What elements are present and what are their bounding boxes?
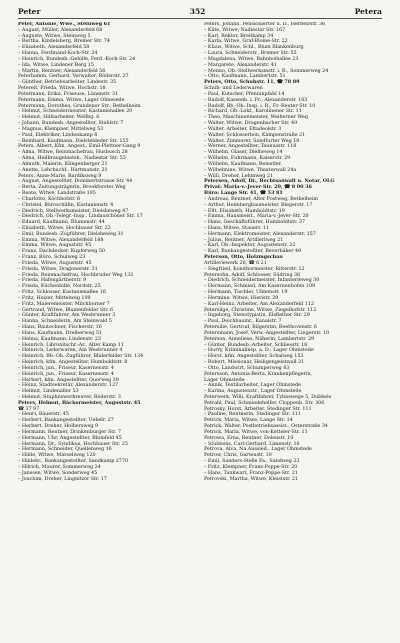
directory-entry: Peters, Helmut, Bäckermeister, Auguststr. 45 — [18, 399, 141, 406]
directory-entry: – Richard, Ob.-Lokf., Karolinener Str. 11 — [204, 108, 302, 115]
directory-entry: – Walter, Zimmerer, Sandfurter Weg 18 — [204, 137, 300, 144]
directory-entry: Petermann, Erika, Friseuse, Lünenstr. 31 — [18, 90, 119, 97]
directory-entry: – Helmut, Hilfsarbeiter, Wellbg. 6 — [18, 114, 100, 121]
directory-entry: – Frieda, Küchenhilfe, Nordstr. 25 — [18, 283, 101, 290]
directory-entry: – Hilde, Witwe, Marseliweg 120 — [18, 452, 96, 459]
directory-entry: – Herbert, Dreher, Holbersweg 9 — [18, 423, 99, 430]
directory-entry: – Laura, Schneiderstr., Bremer Str. 55 — [204, 50, 297, 57]
directory-entry: – Käte, Witwe, Nadiestar Str. 167 — [204, 26, 286, 33]
directory-entry: – Fritz, Schlosser, Kastanienallee 16 — [18, 289, 106, 296]
directory-entry: – Emma, Hausmeist., Maria-v.-Jever-Str. 20 — [204, 213, 309, 220]
directory-entry: Peters, Johann, Pensionierter u. D., Herbeirstr. 36 — [204, 22, 326, 27]
directory-entry: – August, Angestellter, Dominertstrasse Str. 44 — [18, 178, 133, 185]
directory-entry: Privat: Maria-v.-Jever-Str. 20, ☎ 8 00 36 — [204, 184, 312, 191]
directory-entry: – Hermann, Tischler, Ulmenstr. 19 — [204, 289, 288, 296]
directory-entry: Peterwerk, Willi, Kraftfahrer, Tyhnswege 5, Dubbels — [204, 394, 332, 400]
directory-entry: Petermann, Emma, Witwe, Lager Ohnesede — [18, 96, 125, 103]
directory-entry: – Helmut, Schneidermeister, Kastanienallee 20 — [18, 108, 133, 115]
header-rule — [18, 18, 382, 19]
directory-entry: – Hanna, Schneiderin, Am Steinwald 5 — [18, 318, 112, 325]
directory-entry: – Henri, Bäuerstr. 45 — [18, 411, 69, 418]
directory-entry: – Paul, Elektriker, Lindenkamp 6 — [18, 131, 98, 138]
directory-entry: Petersilge, Christine, Witwe, Ziegelhofstr. 112 — [204, 306, 317, 313]
directory-entry: Peters, Otto, Schuhstr. 11, ☎ 78 89 — [204, 79, 300, 86]
directory-entry: Schuh- und Lederwaren — [204, 85, 263, 92]
directory-entry: – Emil, Sanders-Stelle Fa., Sandweg 23 — [204, 458, 300, 465]
directory-entry: – Karl-Heinz, Arbeiter, Am Alexanderfeld 112 — [204, 300, 314, 307]
directory-entry: – Herbert, Bankangestellter, Uebelr. 27 — [18, 417, 114, 424]
directory-entry: – Hanna, Ferdinand-Koch-Str. 24 — [18, 50, 98, 57]
right-column — [204, 22, 378, 482]
directory-entry: – Günter, Kraftfahrer, Am Wesbrunner 3 — [18, 312, 116, 319]
directory-entry: – Heinz, Stadtsekretär, Alexanderstr. 127 — [18, 382, 119, 389]
directory-entry: – Rudolf, Bb.-Ob.-Insp. i. R., Fr.-Reuter-Str. 10 — [204, 102, 316, 109]
directory-entry: – Klaus, Witwe, Schl., Blum Blankenburg — [204, 44, 304, 51]
directory-entry: – Julius, Rentner, Artilleriweg 21 — [204, 236, 284, 243]
directory-entry: – Frieda, Witwe, Auguststr. 45 — [18, 259, 92, 266]
directory-entry: – Otto, Kaufmann, Lambertstr. 51 — [204, 73, 286, 80]
directory-entry: Petersohn, Adolf, Schlosser, Südring 36 — [204, 271, 301, 278]
directory-entry: – Karina, Augustenstr., Lager Ohmstede — [204, 388, 302, 395]
directory-entry: – Franz, Büro, Schulweg 23 — [18, 254, 86, 261]
directory-entry: Petersson, Antonia-Berta, Krankenpflegerin, — [204, 370, 313, 377]
directory-entry: – Alma, Witwe, Reinmachefrau, Husbusch 28 — [18, 149, 128, 156]
directory-entry: – Heinrich, kfm. Angestellter, Humboldtstr. 8 — [18, 359, 128, 366]
directory-entry: – Otto, Landwirt, Schumperweg 83 — [204, 364, 290, 371]
directory-entry: – Martin, Rentner, Alexanderfeld 56 — [18, 67, 106, 74]
directory-entry: Petrosky, Horst, Arbeiter, Stedinger Str. 111 — [204, 405, 312, 412]
directory-entry: – Reinhard, Kaufmann, Dielsteldeder Str. 155 — [18, 137, 129, 144]
directory-entry: – Emma, Witwe, Auguststr. 45 — [18, 242, 92, 249]
directory-entry: – Hans, Tankwart, Franz-Poppe-Str. 21 — [204, 469, 298, 476]
directory-entry: – Ellt, Elisabeth, Humboldtstr. 19 — [204, 207, 285, 214]
directory-entry: – Hildebr., Bankangestellter, Sandkamp 2770 — [18, 458, 129, 465]
directory-entry: Büro: Lange Str. 41, ☎ 53 81 — [204, 190, 283, 197]
directory-entry: Petersilie, Gertrud, Bilgerstin, Beethovenstr. 6 — [204, 324, 317, 331]
directory-entry: Petrick, Maria, Witwe, Lange Str. 14 — [204, 417, 293, 424]
directory-entry: Petrick, Maria, Witwe, von-Ketteler-Str. 11 — [204, 428, 308, 435]
directory-entry: – Bertha, Kindelsberg, Bremer Str. 74 — [18, 38, 110, 45]
directory-entry: – Hermann, Schneider, Quellenweg 16 — [18, 446, 112, 453]
directory-entry: – Helmut, Lindenaller 53 — [18, 388, 79, 395]
directory-entry: Petereit, Frieda, Witwe, Hochstr. 18 — [18, 85, 106, 92]
directory-entry: – Paul, Kutscher, Pfenninpfahl 14 — [204, 90, 285, 97]
directory-entry: – Walter, Schlosserlein, Kampenstraße 21 — [204, 131, 306, 138]
directory-entry: – Rudolf, Kassenb. i. Fr., Alexanderstr. 163 — [204, 96, 308, 103]
directory-entry: – Wilhelm, Kaufmann, Beinstler. — [204, 160, 282, 167]
directory-entry: – Willi, Dreher, Lehmweg 21 — [204, 172, 273, 179]
directory-entry: – Diedrich, Ob.-Telegr.-Insp., Lindauschöner Str. 17 — [18, 213, 143, 220]
directory-entry: – Theo, Maschinenmeister, Weiherner Weg — [204, 114, 308, 121]
directory-entry: – Almuth, Malerin, Klingenberger 21 — [18, 160, 108, 167]
directory-entry: – Günter, Bundesb.-Arbeiter, Schliesstr. 18 — [204, 341, 308, 348]
directory-entry: – Janssen, Witwe, Sonderweg 45 — [18, 469, 98, 476]
directory-entry: Artilleriewerk 26, ☎ 6 21 — [204, 259, 267, 266]
directory-entry: Peterhamm, Gerhard, Verwalter, Röderstr. 27 — [18, 73, 129, 80]
directory-entry: – Andreas, Rentner, Alter Postweg, Bethelheim — [204, 195, 318, 202]
left-column — [18, 22, 192, 482]
directory-entry: – Christel, Büroschilfin, Kastanienstr. 4 — [18, 201, 114, 208]
directory-entry: – Siegfried, Konditormeister, Ritterstr. 12 — [204, 265, 305, 272]
directory-entry: Petersmann, Josef, Verw.-Angestellter, Lingerstr. 10 — [204, 329, 330, 336]
directory-entry: – Karl, Rektor, Breitkamp 34 — [204, 32, 274, 39]
directory-entry: Peter, Antonie, Wwe., Steinweg 61 — [18, 22, 111, 27]
directory-entry: – Hermann, Schmied, Am Kasernenhofen 109 — [204, 283, 316, 290]
directory-entry: – Walter, Witwe, Dragenbacher Str. 49 — [204, 120, 298, 127]
directory-entry: – Hermann, Rentner, Drinkenburger Str. 7 — [18, 428, 121, 435]
directory-entry: – Fritz, Klempner, Franz-Poppe-Str. 20 — [204, 463, 298, 470]
directory-entry: – Heinrich, Bundesb.-Gehilfe, Ferd.-Koch-Str. 24 — [18, 55, 136, 62]
directory-entry: – Charlotte, Kochhofstr. 6 — [18, 195, 81, 202]
directory-entry: – Heinrich, Lederwaren, Am Wesbrunner 4 — [18, 347, 123, 354]
directory-entry: – Diedrich, Schneidermeister, Infanterieweg 30 — [204, 277, 320, 284]
directory-entry: – Hurry, Kriminalinsp. a. D., Lager Ohmstede — [204, 347, 314, 354]
directory-entry: – Hans, Witwe, Stauerr. 11 — [204, 224, 270, 231]
directory-entry: – Margarete, Alexanderstr. 41 — [204, 61, 277, 68]
directory-entry: – Pauline, Rentnerin, Stedinger Str. 111 — [204, 411, 301, 418]
directory-entry: – Horst, kfm. Angestellter, Schalweg 153 — [204, 353, 304, 360]
directory-entry: – Ingeborg, Stenotypistin, Elsflether Str. 29 — [204, 312, 310, 319]
directory-entry: – Heinrich, Libronitschr.-Ar., Alter Kamp 11 — [18, 341, 124, 348]
directory-entry: – Heinrich, Bb.-Ob.-Zugführer, Bliderfelder Str. 134 — [18, 353, 144, 360]
directory-entry: – Elisabeth, Alexanderfeld 58 — [18, 44, 90, 51]
directory-entry: – Heinrich, jun., Friseur, Kasernenstr. 4 — [18, 364, 114, 371]
directory-entry: – Johann, Bundesb.-Angestellter, Stahlstr. 7 — [18, 120, 124, 127]
directory-entry: – Hans, Geschäftsführer, Humboldtstr. 37 — [204, 219, 305, 226]
directory-entry: ☎ 37 97 — [18, 405, 40, 412]
directory-entry: – Wilhelm, Glaser, Dielheweg 14 — [204, 149, 283, 156]
directory-entry: – Werner, Angestellter, Taunusstr. 118 — [204, 143, 297, 150]
directory-entry: – Günther, Betriebsarbeiter, Lindestr. 35 — [18, 79, 117, 86]
directory-entry: Peterson, Otto, Holzmgschau — [204, 254, 283, 261]
directory-entry: – Menno, Ob.-Stellwerksmstr. i. R., Sommerweg 24 — [204, 67, 329, 74]
directory-entry: – Magnus, Klempner, Mittelweg 53 — [18, 125, 104, 132]
directory-entry: – Paul, Deichbaumr., Kanalstr. 7 — [204, 318, 282, 325]
directory-entry: – Hermann, Elektromeister, Alexanderstr. 157 — [204, 230, 316, 237]
directory-entry: – Ida, Witwe, Lindener Berg 15 — [18, 61, 94, 68]
directory-entry: – Hermine, Witwe, Hieristr. 29 — [204, 294, 279, 301]
directory-entry: – Berta, Zeitungsträgerin, Brookforster Weg — [18, 184, 126, 191]
directory-entry: – Annik, Textilarbeiter, Lager Ohmstede — [204, 382, 302, 389]
page-number: 352 — [189, 6, 206, 16]
directory-entry: – Wilhelm, Fuhrmann, Kaiserstr. 29 — [204, 155, 291, 162]
directory-entry: – Wilhelmine, Witwe, Theaterwall 24a — [204, 166, 297, 173]
directory-entry: – Helma, Kaufmann, Lindenstr. 23 — [18, 335, 102, 342]
directory-entry: Peters, Anne-Marie, Bardiksweg 9 — [18, 172, 102, 179]
directory-entry: – Gertraud, Witwe, Blumenfelder Str. 6 — [18, 306, 114, 313]
directory-entry: – Frieda, Reinmachefrau, Hochbruder Weg 132 — [18, 271, 134, 278]
directory-entry: Petrovski, Martha, Witwe, Kleiststr. 21 — [204, 475, 298, 482]
directory-entry: – Fritz, Heizer, Mittelweg 109 — [18, 294, 91, 301]
directory-entry: – Diedrich, Stellwerksmeister, Dielsheweg 47 — [18, 207, 129, 214]
directory-entry: – Joachim, Dreher, Lingnitzer Str. 17 — [18, 475, 107, 482]
directory-entry: – Karl, Ob.-Inspektor, Augustenstr. 22 — [204, 242, 296, 249]
directory-entry: – Franz, Dachdecker, Kupferweg 50 — [18, 248, 105, 255]
directory-entry: – Hilrich, Maurer, Sommerweg 24 — [18, 463, 101, 470]
directory-entry: – Karla, Witwe, Graf-Blome-Str. 22 — [204, 38, 288, 45]
directory-entry: – Hermann, Uhr, Angestellter, Blumfeld 45 — [18, 434, 122, 441]
directory-entry: Petermann, Dorothea, Grundener Str., Bethelheim — [18, 102, 141, 109]
directory-entry: – Magdalena, Witwe, Bahnhofsallee 23 — [204, 55, 299, 62]
directory-entry: – Frieda, Hafengärtnerstr. 9 — [18, 277, 87, 284]
directory-entry: – Stubbens, Carl-Gerhard, Limenstr. 16 — [204, 440, 300, 447]
directory-entry: – Walter, Arbeiter, Eltadeolstr. 3 — [204, 125, 282, 132]
directory-entry: Lager Ohmstede — [204, 376, 245, 383]
directory-entry: – Emma, Witwe, Alexanderfeld 188 — [18, 236, 104, 243]
running-head-right: Petera — [354, 6, 382, 16]
directory-entry: – Anette, Lehrbuchf., Hartmanstr. 21 — [18, 166, 108, 173]
directory-entry: – Fritz, Maleremeister, Milchborner 7 — [18, 300, 110, 307]
directory-entry: – Auguste, Witwe, Steinweg 5 — [18, 32, 91, 39]
directory-entry: – Robert, Missionar, Heiligengeistwall 21 — [204, 359, 305, 366]
directory-entry: Petrowa, Erna, Rentner, Dolenstr. 10 — [204, 434, 294, 441]
running-head-left: Peter — [18, 6, 41, 16]
running-header — [18, 5, 382, 17]
directory-entry: – Elisabeth, Witwe, Hochbauer Str. 22 — [18, 224, 111, 231]
directory-entry: – Heinrich, jun., Friseur, Kasernenstr. 4 — [18, 370, 114, 377]
directory-entry: – Helmut, Stuphnswerkreuver, Röderstr. 3 — [18, 394, 121, 400]
directory-entry: Petersen, Adolf, Dr., Rechtsanwalt u. Notar, OLG — [204, 178, 335, 185]
directory-entry: – Frieda, Witwe, Dragonerstr. 31 — [18, 265, 98, 272]
directory-entry: Petrow, Chris, Gartenstr. 10 — [204, 452, 272, 459]
directory-entry: – Herbert, kfm. Angestellter, Querweg 39 — [18, 376, 119, 383]
directory-entry: Peterson, Anneliese, Näherin, Lambertstr. 29 — [204, 335, 315, 342]
directory-entry: – Arthur, Heimbergbaumeister, Blegerstr. 17 — [204, 201, 313, 208]
directory-entry: – Hermann, Dr., Syndikus, Hochbauer Str. 25 — [18, 440, 128, 447]
directory-entry: – Emil, Bundesb.-Zugführer, Dielsheweg 31 — [18, 230, 124, 237]
directory-entry: – Eduard, Kaufmann, Blumenstr. 44 — [18, 219, 105, 226]
directory-entry: Peters, Albert, Kfm. Angest., Emil-Plettner-Gang 9 — [18, 143, 141, 150]
directory-entry: – Hans, Bautechner, Fischerstr. 16 — [18, 324, 102, 331]
directory-entry: – Beate, Witwe, Landstraße 195 — [18, 190, 96, 197]
directory-entry: – Karl, Bankangestellter, Beverbäker 49 — [204, 248, 302, 255]
directory-entry: – August, Müller, Alexanderfeld 68 — [18, 26, 103, 33]
directory-entry: Petrova, Alva, Na Aussied., Lager Ohmstede — [204, 446, 312, 453]
directory-entry: – Hans, Kaufmann, Dreiberweg 51 — [18, 329, 102, 336]
directory-entry: Petrick, Walter, Postbetriebsassist., Osterstraße 34 — [204, 423, 328, 430]
directory-entry: – Alma, Heilbraugebietsh., Nadiestar Str. 55 — [18, 155, 126, 162]
directory-entry: Petrahl, Paul, Schmiedehelfer, Cloppenb. Str. 306 — [204, 399, 325, 406]
